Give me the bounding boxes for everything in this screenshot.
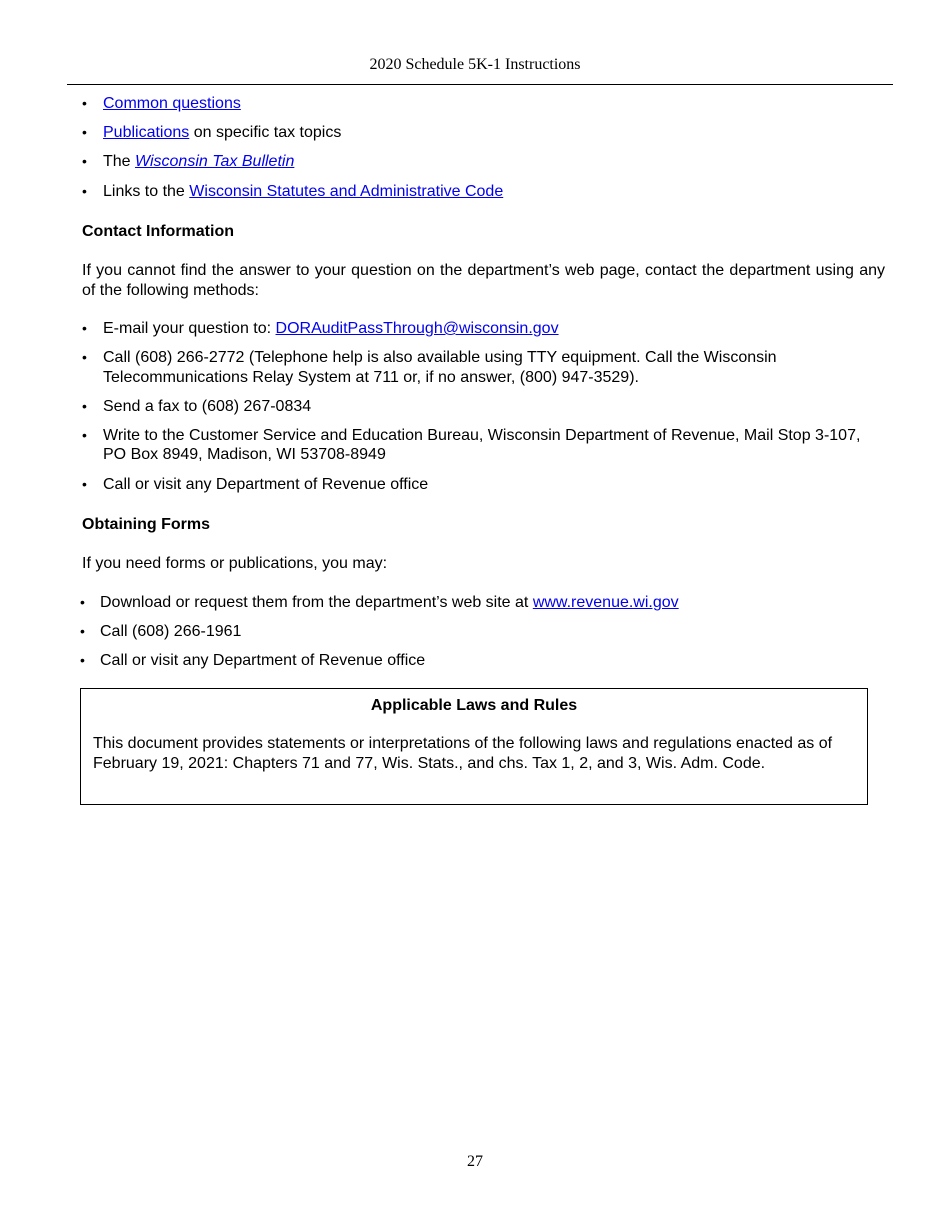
forms-call-text: Call (608) 266-1961 [100,622,242,640]
list-item [82,94,885,113]
tax-bulletin-link[interactable]: Wisconsin Tax Bulletin [135,153,295,171]
list-item [82,622,885,641]
document-body [82,94,885,680]
email-prefix: E-mail your question to: [103,320,276,338]
publications-text: on specific tax topics [189,124,342,142]
forms-list [82,593,885,671]
fax-text: Send a fax to (608) 267-0834 [103,397,312,415]
contact-intro: If you cannot find the answer to your question on the department’s web page, contact the department using any of the following methods: [82,262,885,299]
header-divider [67,84,893,85]
laws-title: Applicable Laws and Rules [370,697,578,714]
download-prefix: Download or request them from the department’s web site at [100,593,533,611]
resources-list [82,94,885,201]
list-item [82,426,885,465]
list-item [82,651,885,670]
revenue-website-link[interactable]: www.revenue.wi.gov [532,593,679,611]
contact-heading: Contact Information [82,222,234,240]
list-item [82,593,885,612]
phone-text: Call (608) 266-2772 (Telephone help is also available using TTY equipment. Call the Wisconsin Telecommunications Relay System at 711 or, if no answer, (800) 947-3529). [103,349,777,386]
publications-link[interactable]: Publications [103,124,190,142]
visit-text: Call or visit any Department of Revenue office [103,475,429,493]
page-header: 2020 Schedule 5K-1 Instructions [369,56,581,73]
write-text: Write to the Customer Service and Education Bureau, Wisconsin Department of Revenue, Mail Stop 3-107, PO Box 8949, Madison, WI 53708-8949 [103,427,861,464]
applicable-laws-box [80,688,868,805]
common-questions-link[interactable]: Common questions [103,95,241,112]
statutes-link[interactable]: Wisconsin Statutes and Administrative Code [189,182,504,200]
page-number: 27 [467,1153,483,1170]
contact-methods-list [82,319,885,494]
laws-text: This document provides statements or interpretations of the following laws and regulations enacted as of February 19, 2021: Chapters 71 and 77, Wis. Stats., and chs. Tax 1, 2, and 3, Wis. Adm. Code. [93,735,833,772]
list-item [82,152,885,171]
list-item [82,182,885,201]
list-item [82,319,885,338]
email-link[interactable]: DORAuditPassThrough@wisconsin.gov [275,320,559,338]
list-item [82,475,885,494]
forms-visit-text: Call or visit any Department of Revenue office [100,652,426,670]
forms-intro: If you need forms or publications, you may: [82,555,388,573]
forms-heading: Obtaining Forms [82,515,210,533]
list-item [82,123,885,142]
list-item [82,397,885,416]
statutes-prefix: Links to the [103,182,190,200]
list-item [82,348,885,387]
bulletin-prefix: The [103,153,136,171]
